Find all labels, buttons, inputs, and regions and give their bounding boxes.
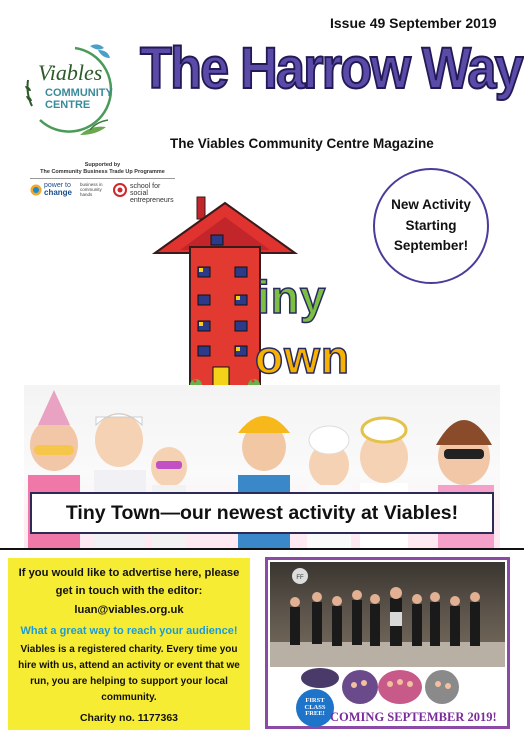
ptc-line-1: power to <box>44 182 71 189</box>
tiny-word: iny <box>257 271 327 323</box>
zumba-collage-icon <box>340 667 460 705</box>
supported-line-1: Supported by <box>84 162 121 168</box>
town-word: own <box>255 331 350 383</box>
tiny-town-banner <box>30 492 494 534</box>
logo-community-centre <box>45 88 113 111</box>
advertise-tagline: What a great way to reach your audience! <box>20 625 238 638</box>
supported-by-text <box>30 162 175 175</box>
new-activity-badge <box>373 168 489 284</box>
power-to-change-logo <box>44 182 72 197</box>
supported-line-2: The Community Business Trade Up Programme <box>40 168 165 175</box>
new-activity-text: New Activity Starting September! <box>391 196 471 254</box>
collage-left-icon <box>300 667 340 689</box>
logo-script-text: Viables <box>38 60 103 85</box>
coming-september-text: COMING SEPTEMBER 2019! <box>330 710 497 724</box>
charity-text: Viables is a registered charity. Every time you hire with us, attend an activity or event that we run, you are helping to support your local community. <box>18 644 240 704</box>
first-class-free-badge: FIRST CLASS FREE! <box>296 689 334 727</box>
dancers-image <box>270 562 505 667</box>
logo-line-community: COMMUNITY <box>45 87 113 99</box>
magazine-title: The Harrow Way <box>140 36 522 101</box>
charity-number: Charity no. 1177363 <box>79 712 179 725</box>
sponsor-divider <box>30 178 175 179</box>
logo-line-centre: CENTRE <box>45 98 91 111</box>
advertise-box <box>8 558 250 730</box>
issue-label: Issue 49 September 2019 <box>330 15 497 31</box>
section-divider <box>0 548 524 550</box>
magazine-subtitle: The Viables Community Centre Magazine <box>170 136 434 151</box>
svg-text:FF: FF <box>296 575 304 581</box>
advertise-intro: If you would like to advertise here, please get in touch with the editor: <box>18 567 240 598</box>
sse-icon <box>113 183 127 197</box>
power-to-change-icon <box>30 184 42 196</box>
ptc-subtext: business in community hands <box>80 182 103 197</box>
zumba-group-photo <box>270 562 505 667</box>
sse-logo: school for social entrepreneurs <box>130 183 174 204</box>
ptc-line-2: change <box>44 188 73 197</box>
editor-email-link[interactable]: luan@viables.org.uk <box>74 603 184 616</box>
banner-text: Tiny Town—our newest activity at Viables! <box>65 501 459 524</box>
